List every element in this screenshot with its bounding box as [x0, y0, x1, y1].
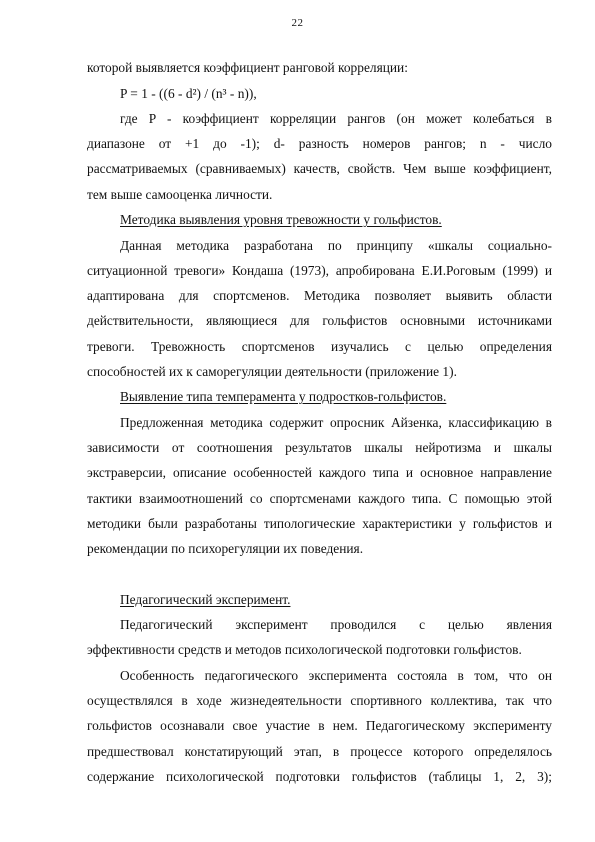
text-line: методики были разработаны типологические характеристики у гольфистов и [87, 516, 552, 531]
section-heading: Педагогический эксперимент. [120, 592, 291, 607]
text-line: зависимости от соотношения результатов шкалы нейротизма и шкалы [87, 440, 552, 455]
text-line: экстраверсии, описание особенностей каждого типа и основное направление [87, 465, 552, 480]
text-line: предшествовал констатирующий этап, в процессе которого определялось [87, 744, 552, 759]
page-number: 22 [291, 17, 304, 29]
text-line: тем выше самооценка личности. [87, 187, 273, 202]
text-line: содержание психологической подготовки гольфистов (таблицы 1, 2, 3); [87, 769, 552, 784]
text-line: способностей их к саморегуляции деятельности (приложение 1). [87, 364, 457, 379]
text-line: эффективности средств и методов психологической подготовки гольфистов. [87, 642, 522, 657]
text-line: тактики взаимоотношений со спортсменами каждого типа. С помощью этой [87, 491, 552, 506]
text-line: Предложенная методика содержит опросник Айзенка, классификацию в [120, 415, 552, 430]
text-line: рекомендации по психорегуляции их поведения. [87, 541, 364, 556]
text-line: действительности, являющиеся для гольфистов основными источниками [87, 313, 552, 328]
text-line: осуществлялся в ходе жизнедеятельности спортивного коллектива, так что [87, 693, 552, 708]
text-line: рассматриваемых (сравниваемых) качеств, свойств. Чем выше коэффициент, [87, 161, 552, 176]
text-line: гольфистов осознавали свое участие в нем. Педагогическому эксперименту [87, 718, 552, 733]
section-heading: Выявление типа темперамента у подростков-гольфистов. [120, 389, 447, 404]
formula-line: P = 1 - ((6 - d²) / (n³ - n)), [120, 86, 257, 101]
text-line: которой выявляется коэффициент ранговой корреляции: [87, 60, 408, 75]
text-line: ситуационной тревоги» Кондаша (1973), апробирована Е.И.Роговым (1999) и [87, 263, 552, 278]
text-line: Педагогический эксперимент проводился с целью явления [120, 617, 552, 632]
text-line: тревоги. Тревожность спортсменов изучались с целью определения [87, 339, 552, 354]
text-line: адаптирована для спортсменов. Методика позволяет выявить области [87, 288, 552, 303]
text-line: Особенность педагогического эксперимента состояла в том, что он [120, 668, 552, 683]
section-heading: Методика выявления уровня тревожности у гольфистов. [120, 212, 442, 227]
text-line: где P - коэффициент корреляции рангов (он может колебаться в [120, 111, 552, 126]
text-line: диапазоне от +1 до -1); d- разность номеров рангов; n - число [87, 136, 552, 151]
text-line: Данная методика разработана по принципу «шкалы социально- [120, 238, 552, 253]
